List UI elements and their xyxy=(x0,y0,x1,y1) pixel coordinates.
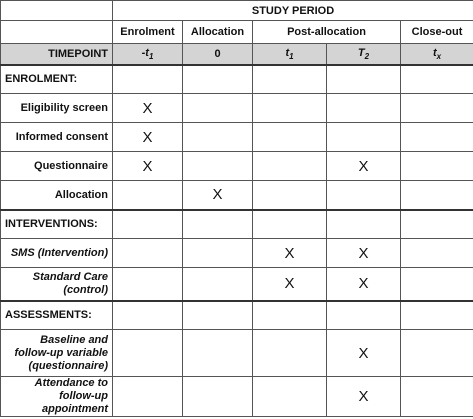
timepoint-post2: $T_2$ xyxy=(327,44,401,65)
timepoint-close-out: $t_x$ xyxy=(401,44,473,65)
mark-cell: X xyxy=(113,123,183,152)
mark-cell: X xyxy=(253,239,327,268)
mark-cell: X xyxy=(253,268,327,301)
mark-cell xyxy=(183,268,253,301)
blank-phase-label xyxy=(1,21,113,44)
empty-cell xyxy=(183,210,253,239)
mark-cell xyxy=(253,123,327,152)
row-label: Baseline and follow-up variable (questionnaire) xyxy=(1,330,113,377)
mark-cell xyxy=(401,181,473,210)
phase-row xyxy=(1,21,473,44)
phase-enrolment: Enrolment xyxy=(113,21,183,44)
mark-cell xyxy=(401,94,473,123)
empty-cell xyxy=(253,65,327,94)
row-label: Allocation xyxy=(1,181,113,210)
phase-close-out: Close-out xyxy=(401,21,473,44)
empty-cell xyxy=(253,301,327,330)
mark-cell xyxy=(253,94,327,123)
empty-cell xyxy=(253,210,327,239)
mark-cell xyxy=(183,330,253,377)
mark-cell: X xyxy=(327,377,401,417)
mark-cell xyxy=(253,152,327,181)
schedule-row xyxy=(1,94,473,123)
timepoint-row xyxy=(1,44,473,65)
empty-cell xyxy=(183,301,253,330)
timepoint-allocation: 0 xyxy=(183,44,253,65)
phase-allocation: Allocation xyxy=(183,21,253,44)
mark-cell xyxy=(113,268,183,301)
mark-cell xyxy=(401,268,473,301)
row-label: Informed consent xyxy=(1,123,113,152)
mark-cell xyxy=(113,377,183,417)
study-period-row xyxy=(1,1,473,21)
section-enrolment-title: ENROLMENT: xyxy=(1,65,113,94)
row-label: SMS (Intervention) xyxy=(1,239,113,268)
mark-cell xyxy=(253,330,327,377)
empty-cell xyxy=(327,65,401,94)
mark-cell xyxy=(401,330,473,377)
mark-cell: X xyxy=(113,94,183,123)
mark-cell xyxy=(401,377,473,417)
empty-cell xyxy=(327,210,401,239)
mark-cell xyxy=(183,152,253,181)
timepoint-post1: $t_1$ xyxy=(253,44,327,65)
mark-cell xyxy=(253,181,327,210)
schedule-row xyxy=(1,377,473,417)
empty-cell xyxy=(183,65,253,94)
empty-cell xyxy=(401,65,473,94)
empty-cell xyxy=(401,301,473,330)
mark-cell: X xyxy=(113,152,183,181)
mark-cell: X xyxy=(327,330,401,377)
section-enrolment-row xyxy=(1,65,473,94)
row-label: Questionnaire xyxy=(1,152,113,181)
schedule-row xyxy=(1,268,473,301)
mark-cell xyxy=(113,181,183,210)
section-assessments-title: ASSESSMENTS: xyxy=(1,301,113,330)
mark-cell xyxy=(183,239,253,268)
phase-post-allocation: Post-allocation xyxy=(253,21,401,44)
section-interventions-row xyxy=(1,210,473,239)
section-interventions-title: INTERVENTIONS: xyxy=(1,210,113,239)
mark-cell: X xyxy=(327,152,401,181)
mark-cell xyxy=(401,123,473,152)
blank-corner xyxy=(1,1,113,21)
mark-cell xyxy=(327,123,401,152)
mark-cell xyxy=(183,377,253,417)
schedule-row xyxy=(1,330,473,377)
mark-cell xyxy=(253,377,327,417)
schedule-row xyxy=(1,123,473,152)
mark-cell xyxy=(327,94,401,123)
study-period-header: STUDY PERIOD xyxy=(113,1,473,21)
row-label: Attendance to follow-up appointment xyxy=(1,377,113,417)
mark-cell xyxy=(401,239,473,268)
timepoint-label: TIMEPOINT xyxy=(1,44,113,65)
mark-cell: X xyxy=(327,239,401,268)
row-label: Standard Care (control) xyxy=(1,268,113,301)
empty-cell xyxy=(113,301,183,330)
mark-cell xyxy=(327,181,401,210)
row-label: Eligibility screen xyxy=(1,94,113,123)
mark-cell xyxy=(113,239,183,268)
mark-cell: X xyxy=(327,268,401,301)
empty-cell xyxy=(327,301,401,330)
empty-cell xyxy=(113,65,183,94)
timepoint-enrolment: $-t_1$ xyxy=(113,44,183,65)
schedule-row xyxy=(1,152,473,181)
mark-cell xyxy=(113,330,183,377)
section-assessments-row xyxy=(1,301,473,330)
mark-cell xyxy=(183,94,253,123)
empty-cell xyxy=(401,210,473,239)
schedule-row xyxy=(1,239,473,268)
mark-cell xyxy=(183,123,253,152)
schedule-row xyxy=(1,181,473,210)
empty-cell xyxy=(113,210,183,239)
mark-cell: X xyxy=(183,181,253,210)
mark-cell xyxy=(401,152,473,181)
